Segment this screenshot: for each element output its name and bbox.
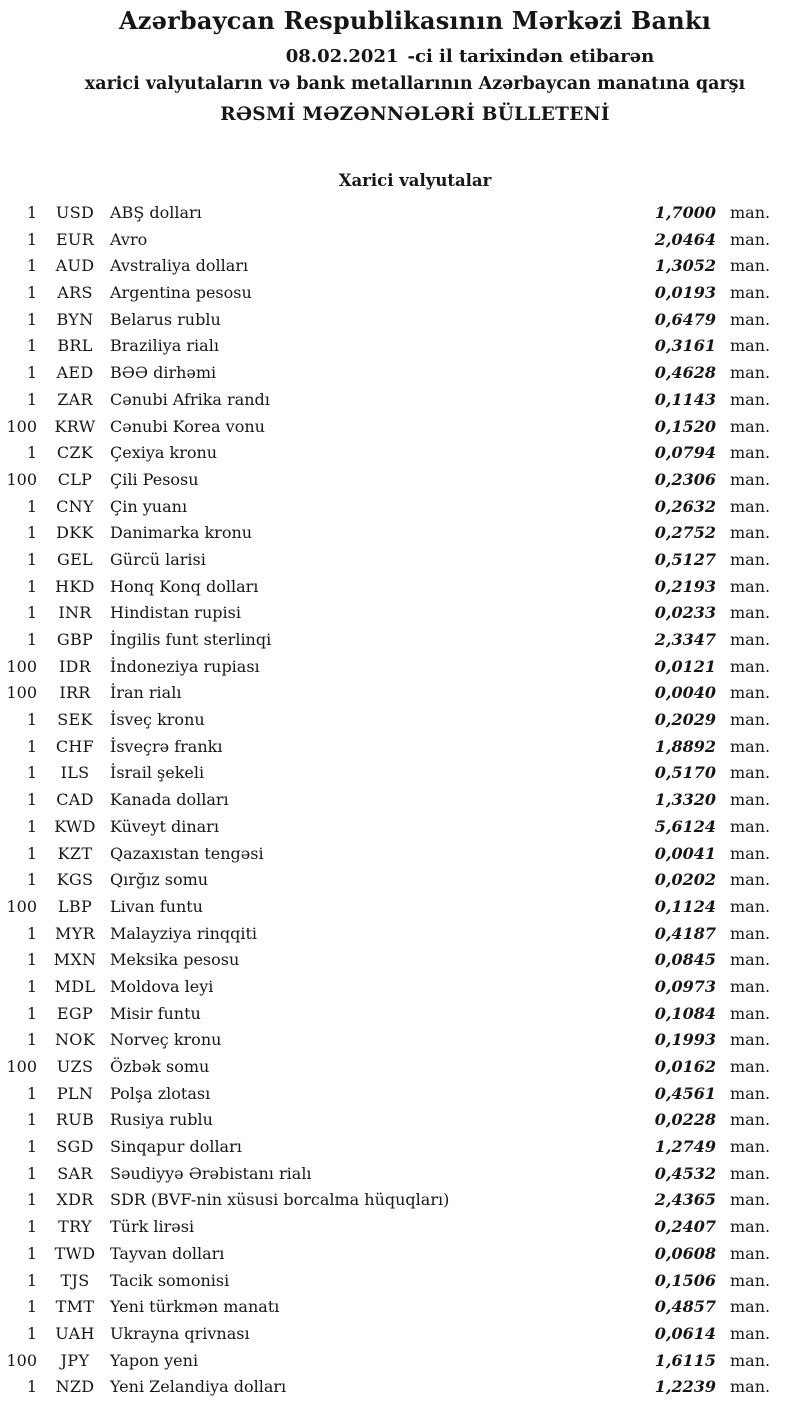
rate-row-byn: [0, 307, 782, 334]
currency-code: MDL: [54, 976, 96, 996]
unit-label: man.: [730, 309, 771, 329]
bulletin-header: [30, 6, 800, 126]
bulletin-title: RƏSMİ MƏZƏNNƏLƏRİ BÜLLETENİ: [220, 104, 610, 125]
rate-value: 1,2749: [654, 1137, 716, 1157]
currency-code: SGD: [56, 1137, 94, 1157]
row-quantity: 1: [26, 1003, 37, 1023]
row-quantity: 1: [26, 576, 37, 596]
rate-value: 0,4857: [654, 1297, 716, 1317]
currency-name: Yapon yeni: [110, 1350, 199, 1370]
currency-name: Hindistan rupisi: [110, 603, 241, 623]
unit-label: man.: [730, 1110, 771, 1130]
rate-row-myr: [0, 921, 782, 948]
currency-code: MYR: [55, 923, 95, 943]
rate-row-gel: [0, 547, 782, 574]
bulletin-subtitle: xarici valyutaların və bank metallarının Azərbaycan manatına qarşı: [84, 74, 746, 94]
rate-value: 2,3347: [654, 630, 716, 649]
row-quantity: 100: [6, 683, 37, 703]
row-quantity: 1: [26, 549, 37, 569]
unit-label: man.: [730, 630, 771, 649]
rate-row-cad: [0, 787, 782, 814]
row-quantity: 1: [26, 736, 37, 756]
rate-row-jpy: [0, 1348, 782, 1375]
currency-name: Misir funtu: [110, 1003, 201, 1023]
currency-code: TRY: [58, 1217, 92, 1237]
rate-row-inr: [0, 600, 782, 627]
rate-row-krw: [0, 414, 782, 441]
currency-code: EUR: [55, 229, 95, 249]
currency-name: Braziliya rialı: [110, 336, 219, 356]
unit-label: man.: [730, 816, 771, 836]
rate-row-gbp: [0, 627, 782, 654]
currency-code: RUB: [55, 1110, 95, 1130]
rate-value: 0,1124: [654, 896, 716, 916]
rate-value: 0,0202: [654, 870, 716, 890]
rate-value: 0,6479: [654, 309, 716, 329]
currency-name: SDR (BVF-nin xüsusi borcalma hüquqları): [110, 1190, 450, 1210]
currency-code: CLP: [57, 469, 93, 489]
rate-row-sek: [0, 707, 782, 734]
rate-value: 0,1993: [654, 1030, 716, 1050]
rate-row-idr: [0, 654, 782, 681]
rate-row-kgs: [0, 867, 782, 894]
rate-row-dkk: [0, 520, 782, 547]
currency-name: Yeni Zelandiya dolları: [110, 1377, 287, 1397]
currency-name: Ukrayna qrivnası: [110, 1323, 250, 1343]
rate-row-tjs: [0, 1268, 782, 1295]
currency-code: CNY: [56, 496, 94, 516]
rate-row-kzt: [0, 841, 782, 868]
unit-label: man.: [730, 523, 771, 543]
effective-date: 08.02.2021: [285, 46, 399, 67]
row-quantity: 1: [26, 1137, 37, 1157]
currency-name: Cənubi Korea vonu: [110, 416, 265, 436]
rate-row-ils: [0, 760, 782, 787]
currency-name: Honq Konq dolları: [110, 576, 259, 596]
rate-row-nok: [0, 1027, 782, 1054]
rate-row-nzd: [0, 1374, 782, 1401]
currency-code: LBP: [57, 896, 93, 916]
unit-label: man.: [730, 1083, 771, 1103]
row-quantity: 1: [26, 710, 37, 730]
unit-label: man.: [730, 870, 771, 890]
unit-label: man.: [730, 1377, 771, 1397]
row-quantity: 1: [26, 1323, 37, 1343]
currency-code: AUD: [55, 256, 95, 276]
row-quantity: 1: [26, 1297, 37, 1317]
row-quantity: 1: [26, 630, 37, 649]
rate-value: 0,0794: [654, 443, 716, 463]
rate-row-brl: [0, 333, 782, 360]
rate-value: 2,4365: [654, 1190, 716, 1210]
row-quantity: 1: [26, 443, 37, 463]
row-quantity: 1: [26, 603, 37, 623]
unit-label: man.: [730, 710, 771, 730]
rate-row-irr: [0, 680, 782, 707]
currency-code: JPY: [60, 1350, 90, 1370]
row-quantity: 1: [26, 1243, 37, 1263]
row-quantity: 1: [26, 1163, 37, 1183]
unit-label: man.: [730, 843, 771, 863]
unit-label: man.: [730, 683, 771, 703]
rate-value: 0,5127: [654, 549, 716, 569]
unit-label: man.: [730, 1323, 771, 1343]
currency-name: Yeni türkmən manatı: [110, 1297, 280, 1317]
currency-name: Argentina pesosu: [110, 283, 252, 303]
unit-label: man.: [730, 896, 771, 916]
currency-name: Çili Pesosu: [110, 469, 199, 489]
currency-code: SAR: [57, 1163, 93, 1183]
rate-value: 0,0845: [654, 950, 716, 970]
unit-label: man.: [730, 1270, 771, 1290]
currency-name: Cənubi Afrika randı: [110, 389, 270, 409]
row-quantity: 1: [26, 1217, 37, 1237]
currency-code: CZK: [56, 443, 94, 463]
rate-value: 2,0464: [654, 229, 716, 249]
currency-code: DKK: [56, 523, 94, 543]
currency-code: INR: [58, 603, 92, 623]
rate-value: 0,0233: [654, 603, 716, 623]
currency-name: Türk lirəsi: [110, 1217, 195, 1237]
rate-value: 0,2029: [654, 710, 716, 730]
unit-label: man.: [730, 656, 771, 676]
unit-label: man.: [730, 363, 771, 383]
rate-value: 1,8892: [654, 736, 716, 756]
rate-value: 0,1506: [654, 1270, 716, 1290]
rate-value: 0,2632: [654, 496, 716, 516]
currency-name: Belarus rublu: [110, 309, 221, 329]
section-title-foreign-currencies: Xarici valyutalar: [338, 171, 492, 190]
currency-code: TJS: [60, 1270, 90, 1290]
unit-label: man.: [730, 1030, 771, 1050]
row-quantity: 100: [6, 1350, 37, 1370]
rate-value: 1,2239: [654, 1377, 716, 1397]
currency-name: BƏƏ dirhəmi: [110, 363, 217, 383]
rate-value: 0,0193: [654, 283, 716, 303]
row-quantity: 100: [6, 416, 37, 436]
rate-row-egp: [0, 1001, 782, 1028]
rate-value: 1,6115: [654, 1350, 716, 1370]
bulletin-page: [0, 6, 800, 1408]
effective-date-line: [30, 45, 800, 68]
currency-name: Avstraliya dolları: [110, 256, 249, 276]
rate-row-xdr: [0, 1187, 782, 1214]
currency-code: SEK: [57, 710, 93, 730]
row-quantity: 1: [26, 950, 37, 970]
rate-row-try: [0, 1214, 782, 1241]
rate-row-uah: [0, 1321, 782, 1348]
row-quantity: 1: [26, 256, 37, 276]
row-quantity: 1: [26, 1270, 37, 1290]
currency-name: Moldova leyi: [110, 976, 214, 996]
row-quantity: 1: [26, 229, 37, 249]
row-quantity: 1: [26, 283, 37, 303]
rate-value: 0,4187: [654, 923, 716, 943]
unit-label: man.: [730, 549, 771, 569]
currency-code: USD: [55, 203, 95, 222]
currency-name: Malayziya rinqqiti: [110, 923, 258, 943]
currency-name: Norveç kronu: [110, 1030, 222, 1050]
currency-name: Livan funtu: [110, 896, 203, 916]
bank-name-title: Azərbaycan Respublikasının Mərkəzi Bankı: [118, 6, 712, 35]
rate-row-hkd: [0, 574, 782, 601]
currency-code: KRW: [54, 416, 96, 436]
rate-value: 0,0041: [654, 843, 716, 863]
rate-row-usd: [0, 200, 782, 227]
currency-code: UZS: [56, 1057, 94, 1076]
effective-date-suffix: -ci il tarixindən etibarən: [407, 46, 655, 67]
currency-code: TWD: [54, 1243, 96, 1263]
currency-name: Kanada dolları: [110, 790, 229, 810]
unit-label: man.: [730, 790, 771, 810]
rate-row-chf: [0, 734, 782, 761]
currency-code: KGS: [56, 870, 94, 890]
rate-value: 0,2306: [654, 469, 716, 489]
rate-row-clp: [0, 467, 782, 494]
rate-row-mdl: [0, 974, 782, 1001]
unit-label: man.: [730, 1297, 771, 1317]
currency-code: BRL: [57, 336, 93, 356]
currency-code: KZT: [57, 843, 93, 863]
currency-code: KWD: [54, 816, 96, 836]
unit-label: man.: [730, 1137, 771, 1157]
currency-name: Sinqapur dolları: [110, 1137, 242, 1157]
rate-value: 0,4628: [654, 363, 716, 383]
currency-code: EGP: [56, 1003, 94, 1023]
unit-label: man.: [730, 443, 771, 463]
rate-row-eur: [0, 227, 782, 254]
row-quantity: 1: [26, 1083, 37, 1103]
row-quantity: 1: [26, 496, 37, 516]
unit-label: man.: [730, 229, 771, 249]
currency-name: İsveçrə frankı: [110, 736, 223, 756]
currency-name: İngilis funt sterlinqi: [110, 630, 272, 649]
currency-name: İsveç kronu: [110, 710, 205, 730]
rate-value: 0,0040: [654, 683, 716, 703]
rate-value: 1,3052: [654, 256, 716, 276]
rate-value: 0,2752: [654, 523, 716, 543]
rate-row-rub: [0, 1107, 782, 1134]
unit-label: man.: [730, 469, 771, 489]
row-quantity: 1: [26, 790, 37, 810]
row-quantity: 1: [26, 203, 37, 222]
row-quantity: 1: [26, 523, 37, 543]
unit-label: man.: [730, 1057, 771, 1076]
rate-row-ars: [0, 280, 782, 307]
rate-row-twd: [0, 1241, 782, 1268]
currency-name: Avro: [110, 229, 148, 249]
row-quantity: 1: [26, 816, 37, 836]
rate-row-mxn: [0, 947, 782, 974]
unit-label: man.: [730, 576, 771, 596]
rate-row-sar: [0, 1161, 782, 1188]
currency-name: Danimarka kronu: [110, 523, 253, 543]
currency-code: XDR: [56, 1190, 94, 1210]
currency-code: AED: [56, 363, 94, 383]
currency-name: Qırğız somu: [110, 870, 209, 890]
rate-row-czk: [0, 440, 782, 467]
currency-code: NOK: [55, 1030, 95, 1050]
unit-label: man.: [730, 1003, 771, 1023]
rate-row-cny: [0, 494, 782, 521]
currency-code: PLN: [56, 1083, 94, 1103]
rate-value: 0,3161: [654, 336, 716, 356]
unit-label: man.: [730, 389, 771, 409]
row-quantity: 1: [26, 1190, 37, 1210]
rate-value: 1,3320: [654, 790, 716, 810]
unit-label: man.: [730, 1163, 771, 1183]
rate-row-lbp: [0, 894, 782, 921]
unit-label: man.: [730, 203, 771, 222]
currency-code: ARS: [57, 283, 93, 303]
row-quantity: 1: [26, 363, 37, 383]
rate-value: 0,4561: [654, 1083, 716, 1103]
currency-name: İran rialı: [110, 683, 182, 703]
currency-name: Qazaxıstan tengəsi: [110, 843, 264, 863]
currency-code: ILS: [60, 763, 90, 783]
currency-name: Rusiya rublu: [110, 1110, 213, 1130]
currency-name: Gürcü larisi: [110, 549, 206, 569]
row-quantity: 1: [26, 1030, 37, 1050]
currency-code: IRR: [59, 683, 91, 703]
row-quantity: 1: [26, 843, 37, 863]
currency-code: NZD: [55, 1377, 95, 1397]
row-quantity: 1: [26, 336, 37, 356]
rate-value: 0,2193: [654, 576, 716, 596]
row-quantity: 1: [26, 870, 37, 890]
currency-name: Səudiyyə Ərəbistanı rialı: [110, 1163, 312, 1183]
row-quantity: 100: [6, 469, 37, 489]
unit-label: man.: [730, 416, 771, 436]
rate-value: 0,0228: [654, 1110, 716, 1130]
currency-code: GBP: [56, 630, 94, 649]
unit-label: man.: [730, 1217, 771, 1237]
rate-value: 0,2407: [654, 1217, 716, 1237]
row-quantity: 1: [26, 976, 37, 996]
row-quantity: 1: [26, 309, 37, 329]
currency-code: MXN: [53, 950, 97, 970]
unit-label: man.: [730, 283, 771, 303]
currency-name: ABŞ dolları: [110, 203, 202, 222]
rate-row-pln: [0, 1081, 782, 1108]
currency-code: BYN: [56, 309, 94, 329]
rate-value: 0,1143: [654, 389, 716, 409]
currency-name: Tayvan dolları: [110, 1243, 225, 1263]
rate-value: 0,0121: [654, 656, 716, 676]
rate-value: 0,4532: [654, 1163, 716, 1183]
rate-row-sgd: [0, 1134, 782, 1161]
rate-value: 1,7000: [654, 203, 716, 222]
rate-value: 5,6124: [654, 816, 716, 836]
currency-name: Tacik somonisi: [110, 1270, 230, 1290]
currency-code: GEL: [57, 549, 93, 569]
currency-name: Meksika pesosu: [110, 950, 240, 970]
rate-row-uzs: [0, 1054, 782, 1081]
rate-row-zar: [0, 387, 782, 414]
row-quantity: 1: [26, 389, 37, 409]
unit-label: man.: [730, 496, 771, 516]
currency-code: CHF: [55, 736, 95, 756]
currency-code: UAH: [55, 1323, 95, 1343]
unit-label: man.: [730, 950, 771, 970]
row-quantity: 100: [6, 656, 37, 676]
rate-value: 0,1520: [654, 416, 716, 436]
rate-value: 0,0608: [654, 1243, 716, 1263]
unit-label: man.: [730, 1190, 771, 1210]
row-quantity: 1: [26, 923, 37, 943]
currency-code: ZAR: [57, 389, 93, 409]
rate-row-kwd: [0, 814, 782, 841]
currency-code: HKD: [55, 576, 95, 596]
currency-code: TMT: [55, 1297, 95, 1317]
unit-label: man.: [730, 603, 771, 623]
unit-label: man.: [730, 976, 771, 996]
row-quantity: 1: [26, 763, 37, 783]
currency-code: IDR: [58, 656, 92, 676]
row-quantity: 1: [26, 1110, 37, 1130]
unit-label: man.: [730, 1350, 771, 1370]
unit-label: man.: [730, 336, 771, 356]
unit-label: man.: [730, 1243, 771, 1263]
unit-label: man.: [730, 256, 771, 276]
rate-row-aed: [0, 360, 782, 387]
currency-name: Küveyt dinarı: [110, 816, 219, 836]
rate-value: 0,0973: [654, 976, 716, 996]
row-quantity: 100: [6, 896, 37, 916]
rate-value: 0,0614: [654, 1323, 716, 1343]
currency-name: Çexiya kronu: [110, 443, 218, 463]
unit-label: man.: [730, 923, 771, 943]
currency-name: Özbək somu: [110, 1057, 210, 1076]
rate-value: 0,5170: [654, 763, 716, 783]
rates-table: [0, 200, 782, 1401]
rate-value: 0,0162: [654, 1057, 716, 1076]
currency-name: İndoneziya rupiası: [110, 656, 260, 676]
currency-code: CAD: [56, 790, 94, 810]
currency-name: Polşa zlotası: [110, 1083, 211, 1103]
currency-name: Çin yuanı: [110, 496, 188, 516]
row-quantity: 100: [6, 1057, 37, 1076]
unit-label: man.: [730, 763, 771, 783]
unit-label: man.: [730, 736, 771, 756]
rate-value: 0,1084: [654, 1003, 716, 1023]
rate-row-aud: [0, 253, 782, 280]
row-quantity: 1: [26, 1377, 37, 1397]
currency-name: İsrail şekeli: [110, 763, 205, 783]
rate-row-tmt: [0, 1294, 782, 1321]
